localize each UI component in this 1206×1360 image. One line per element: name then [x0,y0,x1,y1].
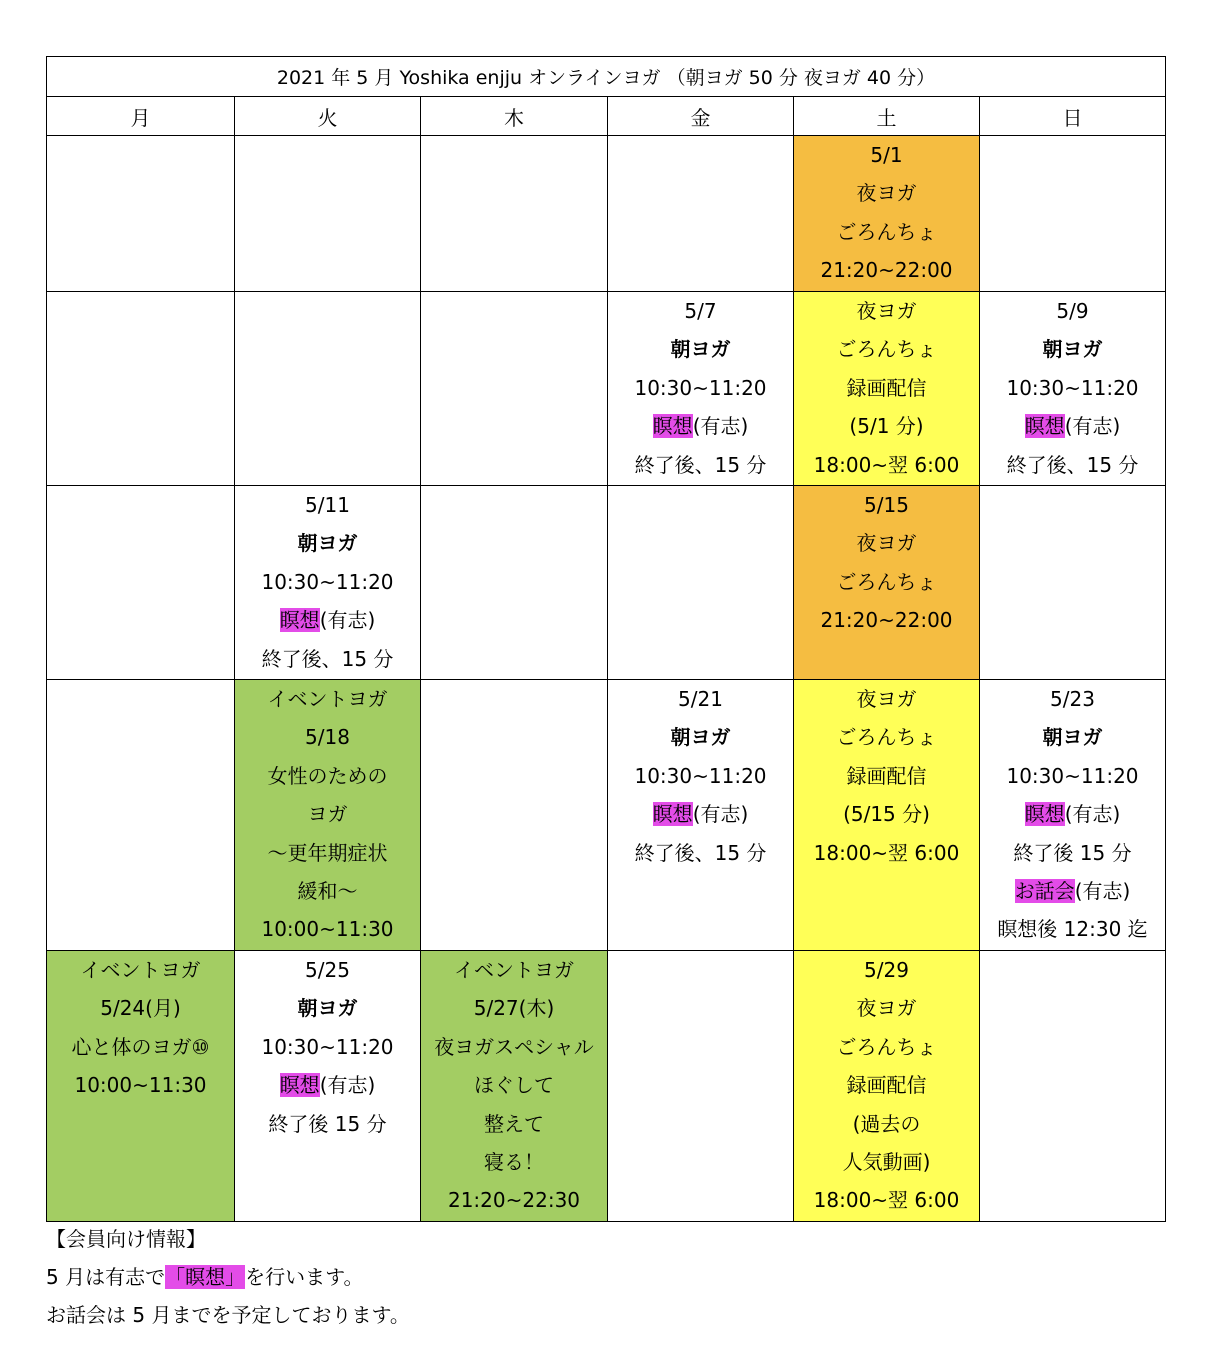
event-line: 10:30~11:20 [1006,763,1139,788]
day-cell-tue [235,292,421,486]
notes-heading: 【会員向け情報】 [46,1227,206,1251]
event-line: 夜ヨガ [856,996,917,1021]
day-cell-sun [980,680,1166,951]
day-cell-sat [794,486,980,680]
day-cell-sun [980,486,1166,680]
week-row [47,292,1166,486]
event-line: 18:00~翌 6:00 [813,840,960,865]
event-line: 10:00~11:30 [74,1073,207,1098]
event-line: 終了後、15 分 [634,840,767,865]
event-line: ごろんちょ [836,219,937,244]
day-cell-sat [794,292,980,486]
event-line: (5/1 分) [849,414,924,439]
event-line: (過去の [852,1111,921,1136]
notes-line-1-post: を行います。 [245,1265,364,1289]
event-line [235,1066,420,1104]
event-line: 夜ヨガ [856,531,917,556]
day-cell-sat [794,136,980,292]
notes-meditation-highlight: 「瞑想」 [165,1265,246,1289]
day-cell-mon [47,680,235,951]
week-row [47,951,1166,1222]
day-cell-thu [421,136,608,292]
notes-line-2: お話会は 5 月までを予定しております。 [46,1303,410,1327]
day-cell-tue [235,680,421,951]
event-text: (有志) [319,1073,376,1098]
day-cell-sat [794,951,980,1222]
day-cell-tue [235,951,421,1222]
event-line: ～更年期症状 [267,840,388,865]
week-row [47,136,1166,292]
event-text: (有志) [692,802,749,827]
day-header-sat: 土 [794,97,980,136]
event-line: 5/15 [864,493,909,517]
day-cell-mon [47,486,235,680]
event-line: 21:20~22:00 [820,258,953,283]
event-line: ごろんちょ [836,1034,937,1059]
event-line: 終了後 15 分 [1013,840,1132,865]
day-cell-fri [608,951,794,1222]
event-line: 10:00~11:30 [261,917,394,942]
event-line: 録画配信 [846,375,927,400]
event-line: イベントヨガ [267,687,388,711]
event-line: 夜ヨガ [856,687,917,711]
event-line: 5/24(月) [100,996,181,1021]
day-cell-fri [608,292,794,486]
event-line [608,795,793,833]
event-line: 終了後、15 分 [634,452,767,477]
week-row [47,680,1166,951]
event-line: 10:30~11:20 [1006,375,1139,400]
event-line [608,407,793,445]
member-notes [46,1220,410,1334]
event-line: ごろんちょ [836,337,937,362]
event-line: 朝ヨガ [670,725,731,750]
day-cell-thu [421,951,608,1222]
event-line: 5/7 [684,299,717,323]
event-line: イベントヨガ [80,958,201,982]
event-text: (有志) [1064,414,1121,439]
day-header-sun: 日 [980,97,1166,136]
event-line: 10:30~11:20 [634,375,767,400]
event-text: (有志) [319,608,376,633]
highlight-label: 瞑想 [279,1073,320,1098]
event-text: (有志) [1064,802,1121,827]
event-line: 18:00~翌 6:00 [813,1188,960,1213]
highlight-label: お話会 [1014,878,1075,903]
day-cell-mon [47,292,235,486]
event-line: 朝ヨガ [297,531,358,556]
week-row [47,486,1166,680]
event-line: 5/25 [305,958,350,982]
event-line: 朝ヨガ [1042,337,1103,362]
event-text: (有志) [692,414,749,439]
day-cell-sun [980,136,1166,292]
event-line: 整えて [484,1111,544,1136]
day-cell-thu [421,486,608,680]
highlight-label: 瞑想 [279,608,320,633]
event-line [980,407,1165,445]
event-line: 18:00~翌 6:00 [813,452,960,477]
event-line: 終了後、15 分 [1006,452,1139,477]
event-line [980,872,1165,910]
highlight-label: 瞑想 [652,802,693,827]
event-line: 緩和～ [297,878,358,903]
day-cell-thu [421,292,608,486]
day-cell-fri [608,486,794,680]
event-line: 寝る！ [484,1149,544,1174]
event-line: 終了後、15 分 [261,646,394,671]
day-cell-tue [235,136,421,292]
event-line: 5/1 [870,143,903,167]
notes-line-1 [46,1258,410,1296]
schedule-table [46,56,1166,1222]
day-cell-sun [980,292,1166,486]
event-line: 5/11 [305,493,350,517]
event-line: イベントヨガ [454,958,574,982]
event-line: 朝ヨガ [1042,725,1103,750]
day-header-mon: 月 [47,97,235,136]
event-line: 5/21 [678,687,723,711]
event-text: (有志) [1074,878,1131,903]
event-line: ごろんちょ [836,725,937,750]
event-line: 21:20~22:30 [447,1188,581,1213]
event-line [235,601,420,639]
event-line: 終了後 15 分 [268,1111,387,1136]
day-cell-mon [47,951,235,1222]
event-line [980,795,1165,833]
event-line: 5/23 [1050,687,1095,711]
event-line: 瞑想後 12:30 迄 [997,917,1148,942]
schedule-body [47,136,1166,1222]
event-line: 10:30~11:20 [261,1034,394,1059]
day-header-fri: 金 [608,97,794,136]
event-line: 録画配信 [846,763,927,788]
event-line: 朝ヨガ [670,337,731,362]
event-line: 5/18 [305,725,350,750]
event-line: ヨガ [307,802,348,827]
event-line: 心と体のヨガ⑩ [71,1034,210,1059]
event-line: 人気動画) [842,1149,931,1174]
event-line: 10:30~11:20 [634,763,767,788]
day-header-thu: 木 [421,97,608,136]
day-cell-tue [235,486,421,680]
day-header-tue: 火 [235,97,421,136]
event-line: (5/15 分) [843,802,930,827]
day-cell-fri [608,136,794,292]
event-line: 5/29 [864,958,909,982]
event-line: 録画配信 [846,1073,927,1098]
event-line: 夜ヨガスペシャル [434,1034,594,1059]
notes-line-1-pre: 5 月は有志で [46,1265,166,1289]
event-line: ほぐして [474,1073,554,1098]
day-cell-mon [47,136,235,292]
event-line: 朝ヨガ [297,996,358,1021]
day-cell-fri [608,680,794,951]
event-line: 10:30~11:20 [261,569,394,594]
event-line: 5/27(木) [473,996,555,1021]
day-cell-sun [980,951,1166,1222]
highlight-label: 瞑想 [1024,802,1065,827]
event-line: 5/9 [1056,299,1089,323]
highlight-label: 瞑想 [652,414,693,439]
event-line: ごろんちょ [836,569,937,594]
event-line: 女性のための [267,763,388,788]
schedule-title: 2021 年 5 月 Yoshika enjju オンラインヨガ （朝ヨガ 50 分 夜ヨガ 40 分） [47,57,1166,97]
event-line: 夜ヨガ [856,299,917,323]
event-line: 夜ヨガ [856,181,917,206]
event-line: 21:20~22:00 [820,608,953,633]
day-cell-sat [794,680,980,951]
highlight-label: 瞑想 [1024,414,1065,439]
day-cell-thu [421,680,608,951]
